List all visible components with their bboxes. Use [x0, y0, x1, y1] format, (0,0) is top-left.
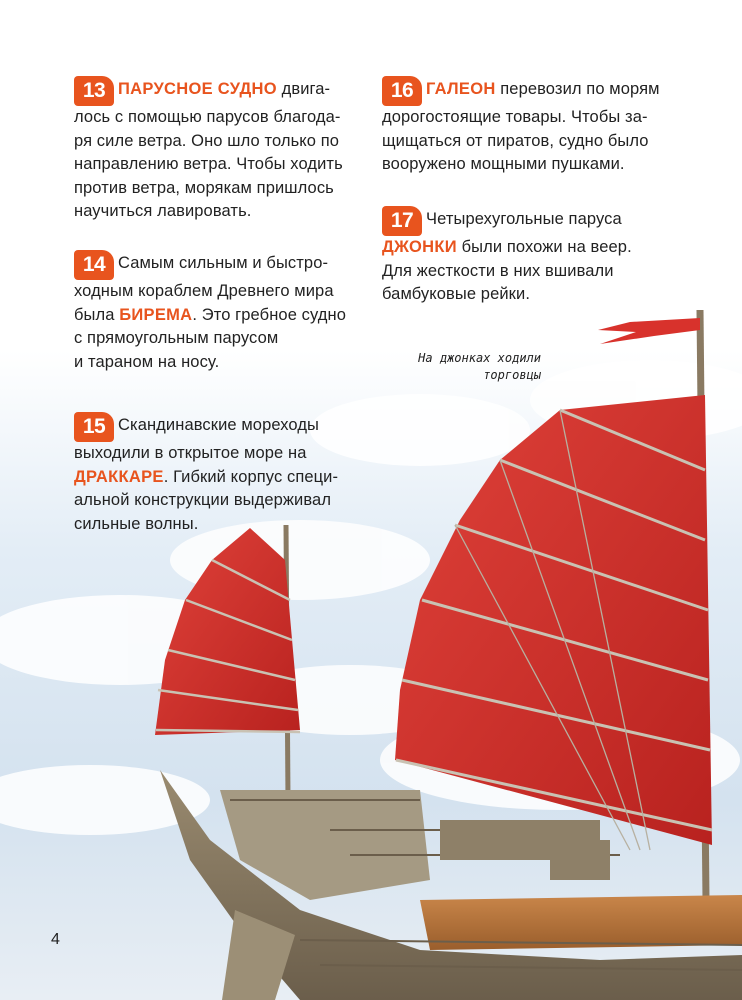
text-block-13: 13 ПАРУСНОЕ СУДНО двига- лось с помощью парусов благода- ря силе ветра. Оно шло только по направлению ветра. Чтобы ходить против ветра, морякам пришлось научиться лавировать. — [74, 76, 374, 224]
number-badge-17: 17 — [382, 206, 422, 236]
number-badge-16: 16 — [382, 76, 422, 106]
keyword-parusnoe-sudno: ПАРУСНОЕ СУДНО — [118, 80, 277, 98]
keyword-galeon: ГАЛЕОН — [426, 80, 496, 98]
text-block-16: 16 ГАЛЕОН перевозил по морям дорогостоящие товары. Чтобы за- щищаться от пиратов, судно было вооружено мощными пушками. — [382, 76, 712, 177]
number-badge-13: 13 — [74, 76, 114, 106]
keyword-drakkare: ДРАККАРЕ — [74, 467, 164, 486]
page-number: 4 — [51, 931, 60, 948]
keyword-birema: БИРЕМА — [119, 305, 193, 324]
text-block-15: 15 Скандинавские мореходы выходили в открытое море на ДРАККАРЕ. Гибкий корпус специ- альной конструкции выдерживал сильные волны. — [74, 412, 374, 536]
keyword-dzhonki: ДЖОНКИ — [382, 238, 457, 256]
number-badge-14: 14 — [74, 250, 114, 280]
illustration-caption: На джонках ходили торговцы — [418, 351, 541, 382]
text-block-17: 17 Четырехугольные паруса ДЖОНКИ были похожи на веер. Для жесткости в них вшивали бамбуковые рейки. — [382, 206, 712, 307]
text-block-14: 14 Самым сильным и быстро- ходным кораблем Древнего мира была БИРЕМА. Это гребное судно с прямоугольным парусом и тараном на носу. — [74, 250, 374, 374]
number-badge-15: 15 — [74, 412, 114, 442]
